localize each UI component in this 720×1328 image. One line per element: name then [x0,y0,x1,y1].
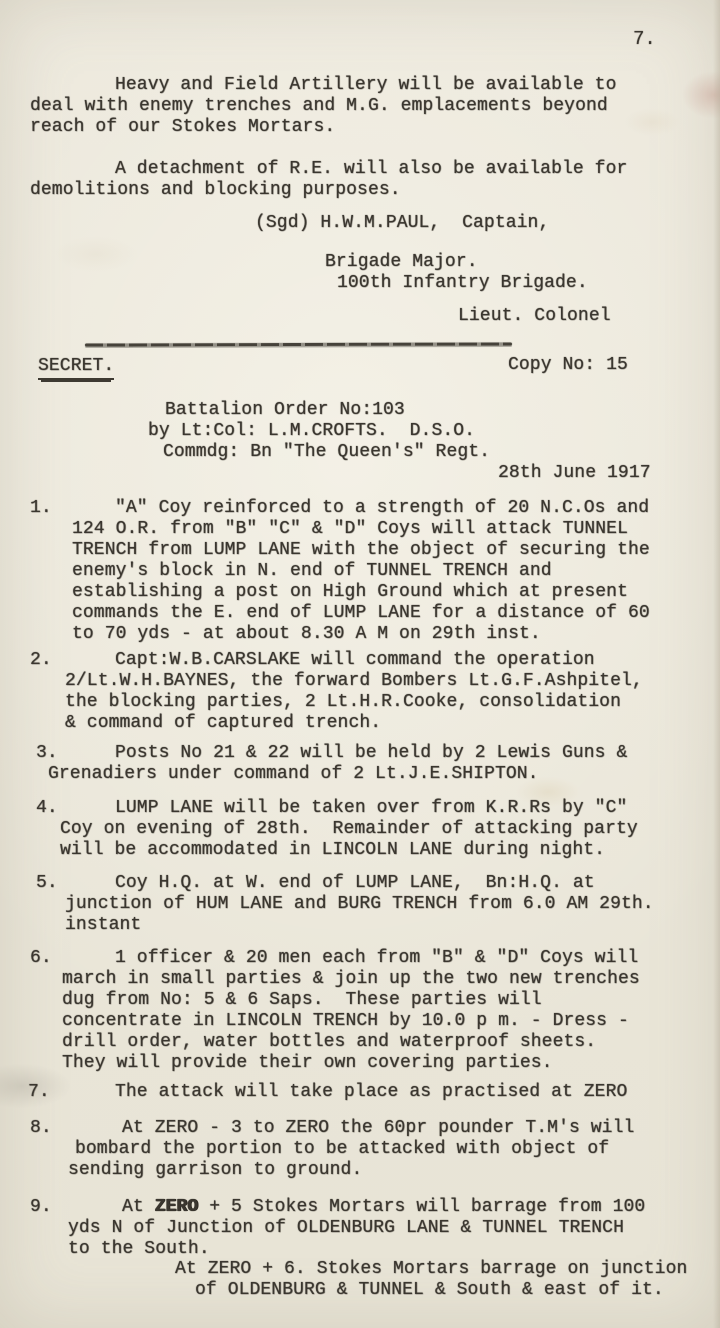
document-line: deal with enemy trenches and M.G. emplacements beyond [30,96,608,116]
document-line: & command of captured trench. [65,713,382,733]
document-line: march in small parties & join up the two new trenches [62,969,640,989]
document-line: commands the E. end of LUMP LANE for a distance of 60 [72,603,650,623]
item-number: 5. [36,873,58,893]
document-line: They will provide their own covering parties. [62,1053,553,1073]
document-line: LUMP LANE will be taken over from K.R.Rs by "C" [115,798,628,818]
document-line: Coy on evening of 28th. Remainder of attacking party [60,819,638,839]
document-line: dug from No: 5 & 6 Saps. These parties will [62,990,542,1010]
document-line: demolitions and blocking purposes. [30,180,401,200]
document-line: to the South. [68,1239,210,1259]
document-line: bombard the portion to be attacked with object of [75,1139,610,1159]
document-line: A detachment of R.E. will also be available for [115,159,628,179]
document-line: will be accommodated in LINCOLN LANE during night. [60,840,606,860]
document-line: Grenadiers under command of 2 Lt.J.E.SHIPTON. [48,764,539,784]
document-line: of OLDENBURG & TUNNEL & South & east of it. [195,1280,664,1300]
document-line: SECRET. [38,356,114,380]
item-number: 1. [30,498,52,518]
item-number: 8. [30,1118,52,1138]
document-line: At ZERO + 5 Stokes Mortars will barrage from 100 [122,1197,646,1217]
document-line: Lieut. Colonel [458,306,611,326]
document-line: enemy's block in N. end of TUNNEL TRENCH and [72,561,552,581]
document-line: (Sgd) H.W.M.PAUL, Captain, [255,213,550,233]
document-line: Capt:W.B.CARSLAKE will command the operation [115,650,595,670]
document-line: 1 officer & 20 men each from "B" & "D" Coys will [115,948,639,968]
document-line: "A" Coy reinforced to a strength of 20 N.C.Os and [115,498,650,518]
document-line: Posts No 21 & 22 will be held by 2 Lewis Guns & [115,743,628,763]
document-line: Commdg: Bn "The Queen's" Regt. [163,442,491,462]
document-line: Copy No: 15 [508,355,628,375]
document-line: At ZERO - 3 to ZERO the 60pr pounder T.M's will [122,1118,635,1138]
document-line: Brigade Major. [325,252,478,272]
document-line: drill order, water bottles and waterproof sheets. [62,1032,597,1052]
document-line: At ZERO + 6. Stokes Mortars barrage on junction [175,1259,688,1279]
document-line: sending garrison to ground. [68,1160,363,1180]
item-number: 2. [30,650,52,670]
overstruck-word: ZERO [154,1197,199,1217]
document-line: by Lt:Col: L.M.CROFTS. D.S.O. [148,421,476,441]
document-line: establishing a post on High Ground which at present [72,582,628,602]
document-line: Heavy and Field Artillery will be available to [115,75,617,95]
horizontal-rule [85,342,512,346]
item-number: 7. [28,1082,50,1102]
document-line: The attack will take place as practised at ZERO [115,1082,628,1102]
document-line: concentrate in LINCOLN TRENCH by 10.0 p m. - Dress - [62,1011,629,1031]
document-line: instant [65,915,142,935]
item-number: 6. [30,948,52,968]
page-number: 7. [633,28,656,50]
document-line: Coy H.Q. at W. end of LUMP LANE, Bn:H.Q. at [115,873,595,893]
document-line: the blocking parties, 2 Lt.H.R.Cooke, consolidation [65,692,621,712]
document-line: 124 O.R. from "B" "C" & "D" Coys will attack TUNNEL [72,519,628,539]
document-line: Battalion Order No:103 [165,400,405,420]
document-line: to 70 yds - at about 8.30 A M on 29th inst. [72,624,541,644]
document-line: 28th June 1917 [498,463,651,483]
item-number: 4. [36,798,58,818]
document-line: reach of our Stokes Mortars. [30,117,336,137]
document-line: 2/Lt.W.H.BAYNES, the forward Bombers Lt.G.F.Ashpitel, [65,671,643,691]
document-line: yds N of Junction of OLDENBURG LANE & TUNNEL TRENCH [68,1218,624,1238]
document-line: 100th Infantry Brigade. [337,273,588,293]
document-line: junction of HUM LANE and BURG TRENCH from 6.0 AM 29th. [65,894,654,914]
item-number: 9. [30,1197,52,1217]
document-line: TRENCH from LUMP LANE with the object of securing the [72,540,650,560]
item-number: 3. [36,743,58,763]
